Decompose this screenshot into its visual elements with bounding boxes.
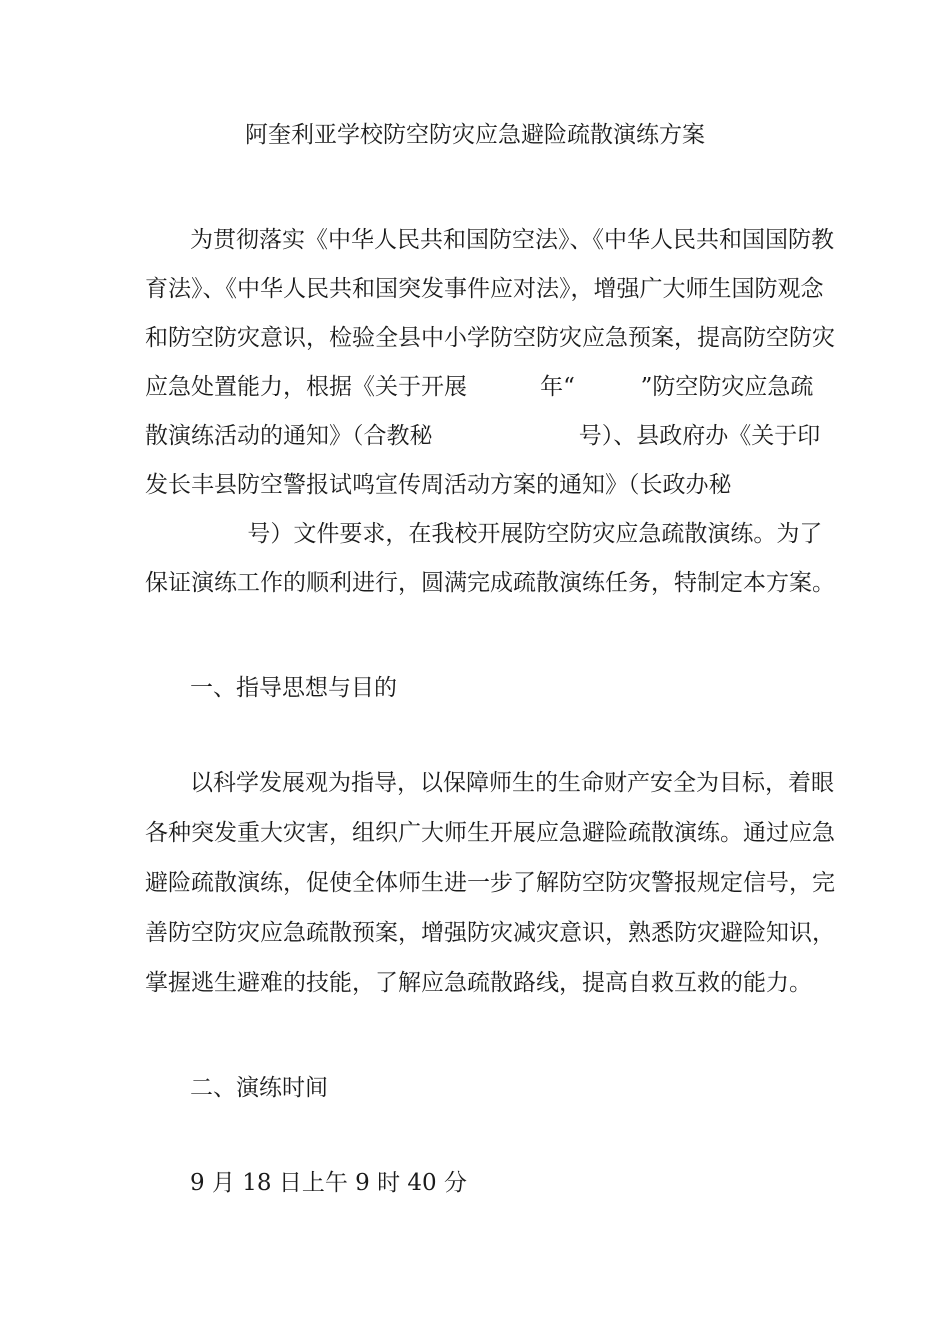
paragraph-line: 各种突发重大灾害，组织广大师生开展应急避险疏散演练。通过应急 (145, 820, 835, 846)
paragraph-line: 发长丰县防空警报试鸣宣传周活动方案的通知》（长政办秘 (145, 472, 732, 498)
drill-time: 9 月 18 日上午 9 时 40 分 (190, 1170, 467, 1196)
paragraph-line: 为贯彻落实《中华人民共和国防空法》、《中华人民共和国国防教 (190, 227, 834, 253)
section-heading: 二、演练时间 (190, 1075, 328, 1101)
paragraph-line: 育法》、《中华人民共和国突发事件应对法》，增强广大师生国防观念 (145, 276, 824, 302)
paragraph-line: 善防空防灾应急疏散预案，增强防灾减灾意识，熟悉防灾避险知识， (145, 920, 835, 946)
paragraph-line: 保证演练工作的顺利进行，圆满完成疏散演练任务，特制定本方案。 (145, 570, 835, 596)
paragraph-line: 和防空防灾意识，检验全县中小学防空防灾应急预案，提高防空防灾 (145, 325, 835, 351)
document-title: 阿奎利亚学校防空防灾应急避险疏散演练方案 (245, 122, 705, 148)
section-heading: 一、指导思想与目的 (190, 675, 397, 701)
paragraph-line: 应急处置能力，根据《关于开展 年“ ”防空防灾应急疏 (145, 374, 814, 400)
paragraph-line: 以科学发展观为指导，以保障师生的生命财产安全为目标，着眼 (190, 770, 834, 796)
paragraph-line: 避险疏散演练，促使全体师生进一步了解防空防灾警报规定信号，完 (145, 870, 835, 896)
paragraph-line: 散演练活动的通知》（合教秘 号）、县政府办《关于印 (145, 423, 821, 449)
paragraph-line: 掌握逃生避难的技能，了解应急疏散路线，提高自救互救的能力。 (145, 970, 812, 996)
paragraph-line: 号）文件要求，在我校开展防空防灾应急疏散演练。为了 (145, 521, 823, 547)
